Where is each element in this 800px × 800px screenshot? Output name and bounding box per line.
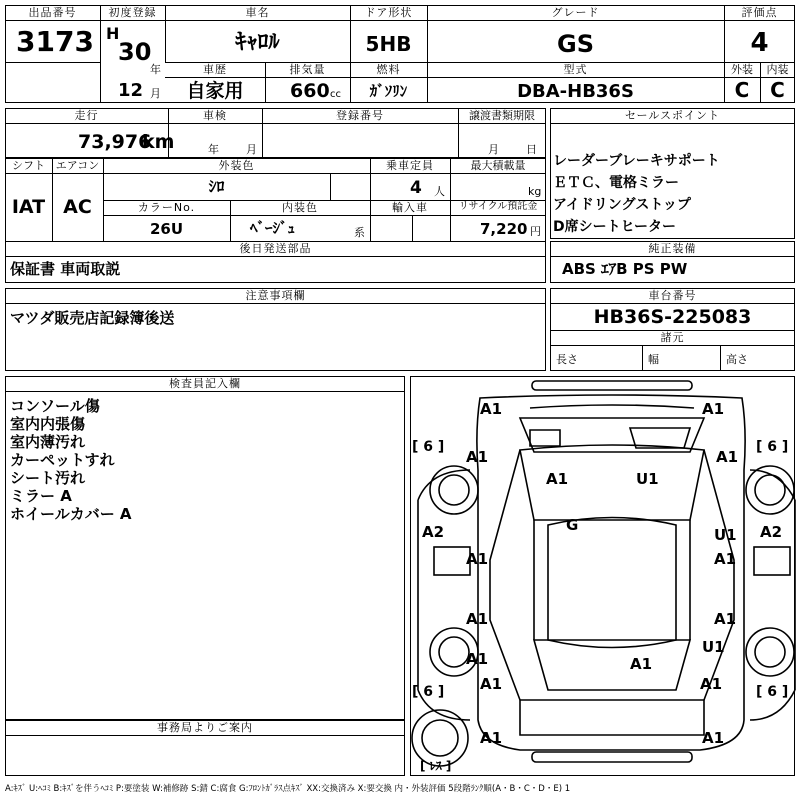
width-label: 幅 [648, 353, 659, 366]
door-label: ドア形状 [364, 6, 413, 19]
damage-mark: A2 [760, 523, 783, 541]
chassis-number: HB36S-225083 [593, 306, 752, 328]
damage-mark: A1 [546, 470, 569, 488]
length-label: 長さ [556, 353, 578, 366]
damage-mark: U1 [636, 470, 659, 488]
mileage: 73,976 [78, 131, 152, 153]
int-color: ﾍﾞｰｼﾞｭ [250, 219, 296, 237]
sales-point-3: アイドリングストップ [553, 197, 691, 213]
later-parts-label: 後日発送部品 [239, 242, 312, 255]
ext-color-label: 外装色 [218, 159, 255, 172]
reg-no-label: 登録番号 [336, 109, 384, 122]
insp-month-unit: 月 [246, 143, 257, 156]
sales-point-label: セールスポイント [624, 109, 720, 122]
insp-year-unit: 年 [208, 143, 219, 156]
shift-label: シフト [12, 159, 45, 172]
month: 12 [118, 80, 144, 101]
transfer-label: 譲渡書類期限 [469, 109, 535, 122]
inspector-label: 検査員記入欄 [169, 377, 241, 390]
import-label: 輸入車 [392, 201, 428, 214]
damage-mark: A1 [480, 675, 503, 693]
exterior-label: 外装 [731, 63, 753, 76]
inspector-line-1: コンソール傷 [10, 397, 100, 415]
genuine-label: 純正装備 [648, 242, 697, 255]
model-label: 型式 [563, 63, 588, 76]
sales-point-2: ＥＴＣ、電格ミラー [553, 175, 679, 191]
mileage-unit: km [142, 131, 175, 153]
transfer-month-unit: 月 [488, 143, 499, 156]
damage-mark: A1 [702, 400, 725, 418]
color-no-label: カラーNo. [137, 201, 196, 214]
displacement: 660 [290, 80, 330, 102]
damage-mark: A1 [702, 729, 725, 747]
shift: IAT [11, 196, 46, 218]
capacity-label: 乗車定員 [386, 159, 434, 172]
fuel-label: 燃料 [376, 63, 401, 76]
first-reg-label: 初度登録 [108, 6, 157, 19]
year-unit: 年 [150, 63, 161, 76]
damage-mark: A1 [714, 550, 737, 568]
score: 4 [750, 28, 769, 58]
history-label: 車歴 [203, 63, 227, 76]
color-no: 26U [149, 220, 184, 238]
max-load-label: 最大積載量 [470, 159, 526, 172]
tire-depth-right-bottom: [ 6 ] [756, 684, 789, 700]
grade-label: グレード [551, 6, 600, 19]
recycle: 7,220 [480, 220, 528, 238]
damage-mark: G [566, 516, 579, 534]
tire-depth-right-top: [ 6 ] [756, 439, 789, 455]
inspector-line-2: 室内内張傷 [10, 415, 86, 433]
genuine: ABS ｴｱB PS PW [562, 260, 688, 278]
history: 自家用 [186, 80, 244, 102]
sales-point-4: D席シートヒーター [553, 219, 677, 235]
later-parts: 保証書 車両取説 [10, 260, 121, 278]
damage-mark: A1 [714, 610, 737, 628]
era: H [106, 24, 120, 43]
damage-mark: A1 [466, 550, 489, 568]
damage-mark: U1 [702, 638, 725, 656]
displacement-unit: cc [330, 89, 341, 100]
specs-label: 諸元 [660, 331, 685, 344]
spare-tire: [ ﾚｽ ] [420, 759, 452, 773]
inspection-label: 車検 [203, 109, 227, 122]
height-label: 高さ [726, 353, 748, 366]
damage-mark: A1 [466, 610, 489, 628]
lot-no: 3173 [16, 25, 94, 58]
recycle-unit: 円 [530, 225, 541, 238]
damage-mark: A1 [466, 650, 489, 668]
inspector-line-4: カーペットすれ [10, 451, 115, 469]
score-label: 評価点 [741, 6, 778, 19]
notes-label: 注意事項欄 [245, 289, 306, 302]
ext-color: ｼﾛ [208, 177, 225, 196]
year: 30 [118, 38, 152, 66]
capacity: 4 [410, 178, 422, 198]
inspector-line-6: ミラー A [10, 487, 72, 505]
model: DBA-HB36S [517, 81, 634, 102]
month-unit: 月 [150, 87, 161, 100]
chassis-label: 車台番号 [648, 289, 697, 302]
int-color-unit: 系 [354, 226, 365, 239]
car-name-label: 車名 [245, 6, 270, 19]
ac: AC [63, 196, 92, 218]
damage-mark: A1 [716, 448, 739, 466]
mileage-label: 走行 [74, 109, 99, 122]
car-name: ｷｬﾛﾙ [235, 30, 280, 55]
damage-mark: A2 [422, 523, 445, 541]
damage-legend: A:ｷｽﾞ U:ﾍｺﾐ B:ｷｽﾞを伴うﾍｺﾐ P:要塗装 W:補修跡 S:錆 C:腐食 G:ﾌﾛﾝﾄｶﾞﾗｽ点ｷｽﾞ XX:交換済み X:要交換 内・外装評価 5段階ﾗﾝｸ順(A・B・C・D・E) 1 [5, 784, 571, 794]
office-label: 事務局よりご案内 [157, 721, 253, 734]
door: 5HB [365, 32, 412, 56]
fuel: ｶﾞｿﾘﾝ [369, 82, 408, 100]
damage-mark: A1 [480, 400, 503, 418]
interior: C [770, 78, 785, 102]
tire-depth-left-top: [ 6 ] [412, 439, 445, 455]
inspector-line-7: ホイールカバー A [10, 505, 132, 523]
int-color-label: 内装色 [282, 201, 318, 214]
max-load-unit: kg [528, 185, 542, 198]
capacity-unit: 人 [434, 185, 445, 198]
damage-mark: U1 [714, 526, 737, 544]
displacement-label: 排気量 [289, 63, 326, 76]
exterior: C [734, 78, 750, 102]
inspector-line-5: シート汚れ [10, 469, 86, 487]
damage-mark: A1 [480, 729, 503, 747]
inspector-line-3: 室内薄汚れ [10, 433, 86, 451]
interior-label: 内装 [766, 63, 789, 76]
tire-depth-left-bottom: [ 6 ] [412, 684, 445, 700]
lot-no-label: 出品番号 [28, 6, 77, 19]
damage-mark: A1 [700, 675, 723, 693]
recycle-label: リサイクル預託金 [458, 201, 538, 212]
transfer-day-unit: 日 [526, 143, 537, 156]
damage-mark: A1 [466, 448, 489, 466]
grade: GS [557, 30, 594, 58]
sales-point-1: レーダーブレーキサポート [553, 153, 720, 169]
damage-mark: A1 [630, 655, 653, 673]
notes: マツダ販売店記録簿後送 [10, 309, 175, 327]
ac-label: エアコン [55, 159, 100, 172]
